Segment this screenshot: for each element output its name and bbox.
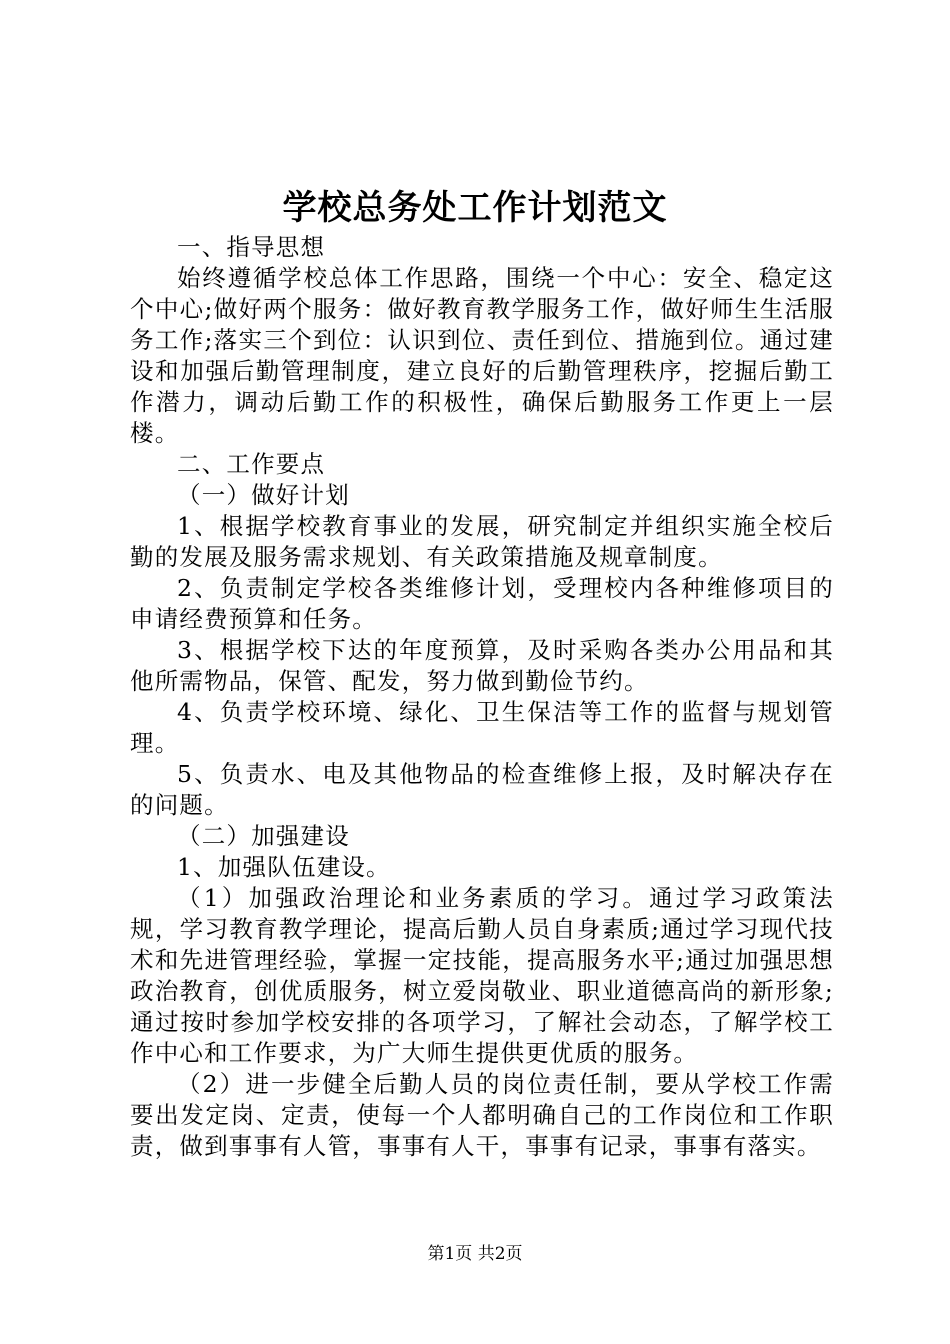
paragraph: 3、根据学校下达的年度预算，及时采购各类办公用品和其他所需物品，保管、配发，努力做到勤俭节约。 (130, 636, 834, 695)
document-title: 学校总务处工作计划范文 (282, 188, 668, 228)
document-body (130, 232, 834, 1162)
paragraph: 1、根据学校教育事业的发展，研究制定并组织实施全校后勤的发展及服务需求规划、有关政策措施及规章制度。 (130, 512, 834, 571)
paragraph-heading-2: 二、工作要点 (177, 450, 326, 478)
paragraph: 2、负责制定学校各类维修计划，受理校内各种维修项目的申请经费预算和任务。 (130, 574, 834, 633)
paragraph: （1）加强政治理论和业务素质的学习。通过学习政策法规，学习教育教学理论，提高后勤人员自身素质;通过学习现代技术和先进管理经验，掌握一定技能，提高服务水平;通过加强思想政治教育，创优质服务，树立爱岗敬业、职业道德高尚的新形象;通过按时参加学校安排的各项学习，了解社会动态，了解学校工作中心和工作要求，为广大师生提供更优质的服务。 (130, 884, 834, 1067)
paragraph: 4、负责学校环境、绿化、卫生保洁等工作的监督与规划管理。 (130, 698, 834, 757)
paragraph-subheading-2: （二）加强建设 (177, 822, 350, 850)
paragraph-subheading-1: （一）做好计划 (177, 481, 350, 509)
paragraph-heading-1: 一、指导思想 (177, 233, 326, 261)
page-number-footer: 第1页 共2页 (427, 1244, 523, 1264)
paragraph: 5、负责水、电及其他物品的检查维修上报，及时解决存在的问题。 (130, 760, 834, 819)
paragraph: 1、加强队伍建设。 (177, 853, 391, 881)
paragraph: （2）进一步健全后勤人员的岗位责任制，要从学校工作需要出发定岗、定责，使每一个人都明确自己的工作岗位和工作职责，做到事事有人管，事事有人干，事事有记录，事事有落实。 (130, 1070, 834, 1160)
paragraph: 始终遵循学校总体工作思路，围绕一个中心：安全、稳定这个中心;做好两个服务：做好教育教学服务工作，做好师生生活服务工作;落实三个到位：认识到位、责任到位、措施到位。通过建设和加强后勤管理制度，建立良好的后勤管理秩序，挖掘后勤工作潜力，调动后勤工作的积极性，确保后勤服务工作更上一层楼。 (130, 264, 834, 447)
